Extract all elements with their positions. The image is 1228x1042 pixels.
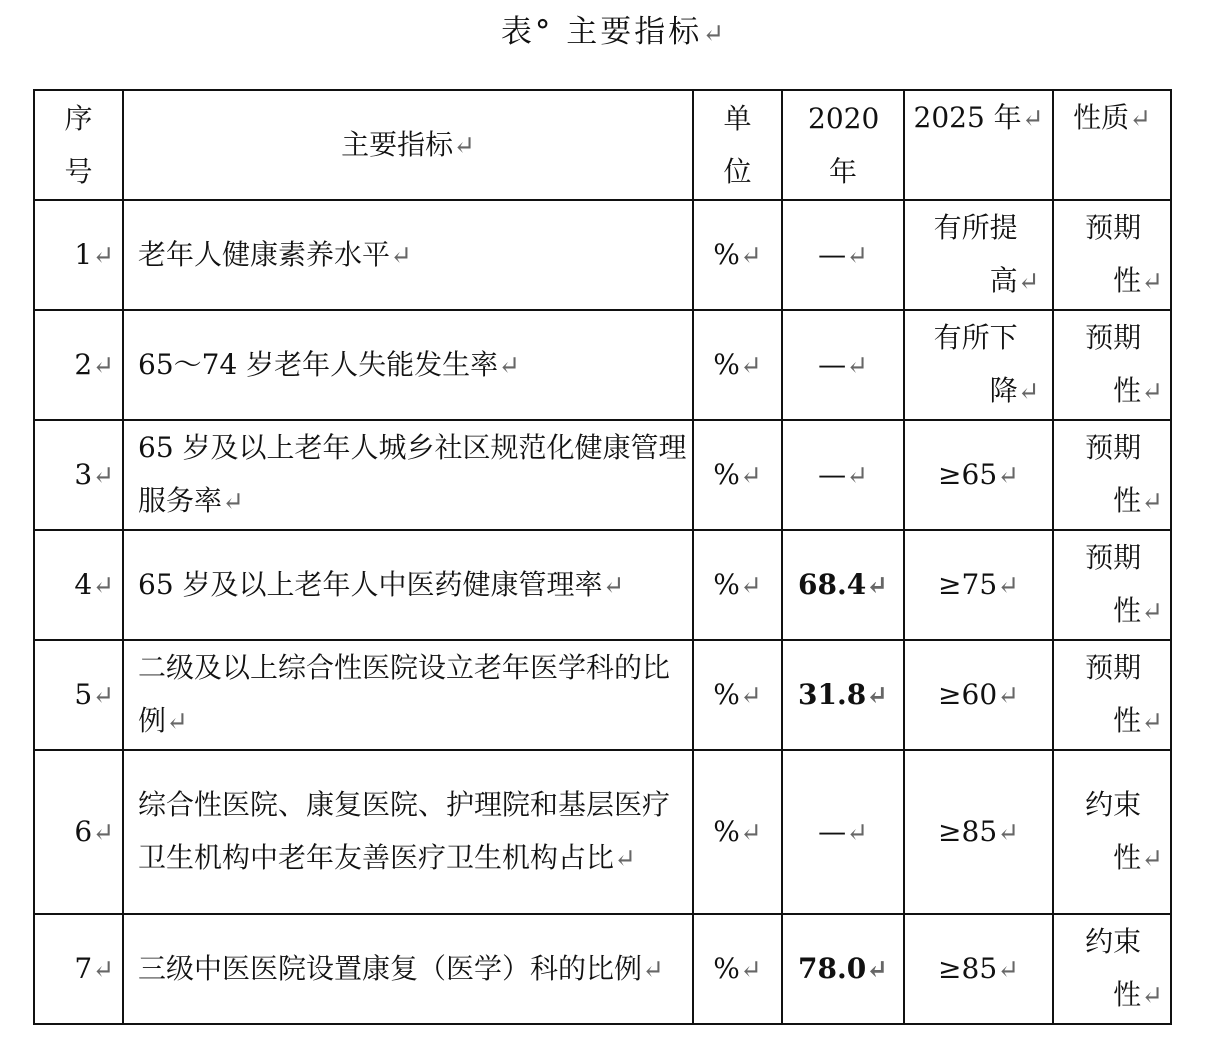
- row-2025: ≥85↵: [904, 750, 1053, 914]
- row-indicator: 65～74 岁老年人失能发生率↵: [123, 310, 693, 420]
- row-2025: 有所下降↵: [904, 310, 1053, 420]
- row-2025: ≥60↵: [904, 640, 1053, 750]
- header-2025: 2025 年↵: [904, 90, 1053, 200]
- row-nature: 预期性↵: [1053, 310, 1171, 420]
- row-unit: %↵: [693, 914, 782, 1024]
- row-indicator: 综合性医院、康复医院、护理院和基层医疗卫生机构中老年友善医疗卫生机构占比↵: [123, 750, 693, 914]
- row-2020: 78.0↵: [782, 914, 904, 1024]
- row-2020: 31.8↵: [782, 640, 904, 750]
- row-nature: 约束性↵: [1053, 914, 1171, 1024]
- table-header-row: [34, 90, 1171, 200]
- row-unit: %↵: [693, 640, 782, 750]
- return-mark-icon: ↵: [453, 130, 475, 161]
- row-nature: 预期性↵: [1053, 530, 1171, 640]
- row-nature: 约束性↵: [1053, 750, 1171, 914]
- row-nature: 预期性↵: [1053, 420, 1171, 530]
- header-seq: 序号: [34, 90, 123, 200]
- row-unit: %↵: [693, 310, 782, 420]
- return-mark-icon: ↵: [1021, 104, 1044, 134]
- row-2025: ≥65↵: [904, 420, 1053, 530]
- row-seq: 4↵: [34, 530, 123, 640]
- row-seq: 1↵: [34, 200, 123, 310]
- indicators-table: [33, 89, 1172, 1025]
- row-unit: %↵: [693, 750, 782, 914]
- row-2020: —↵: [782, 200, 904, 310]
- row-2025: ≥75↵: [904, 530, 1053, 640]
- table-row: [34, 200, 1171, 310]
- row-seq: 7↵: [34, 914, 123, 1024]
- table-row: [34, 420, 1171, 530]
- row-indicator: 二级及以上综合性医院设立老年医学科的比例↵: [123, 640, 693, 750]
- return-mark-icon: ↵: [1129, 104, 1151, 134]
- row-indicator: 老年人健康素养水平↵: [123, 200, 693, 310]
- return-mark-icon: ↵: [702, 19, 728, 49]
- header-indicator: 主要指标↵: [123, 90, 693, 200]
- row-unit: %↵: [693, 200, 782, 310]
- table-row: [34, 310, 1171, 420]
- table-row: [34, 750, 1171, 914]
- row-2020: —↵: [782, 420, 904, 530]
- row-unit: %↵: [693, 420, 782, 530]
- row-2020: 68.4↵: [782, 530, 904, 640]
- table-row: [34, 914, 1171, 1024]
- row-unit: %↵: [693, 530, 782, 640]
- row-indicator: 65 岁及以上老年人城乡社区规范化健康管理服务率↵: [123, 420, 693, 530]
- row-nature: 预期性↵: [1053, 200, 1171, 310]
- header-unit: 单位: [693, 90, 782, 200]
- row-2025: ≥85↵: [904, 914, 1053, 1024]
- row-seq: 6↵: [34, 750, 123, 914]
- row-seq: 5↵: [34, 640, 123, 750]
- row-indicator: 65 岁及以上老年人中医药健康管理率↵: [123, 530, 693, 640]
- row-indicator: 三级中医医院设置康复（医学）科的比例↵: [123, 914, 693, 1024]
- page-title: 表° 主要指标↵: [500, 14, 728, 50]
- table-row: [34, 640, 1171, 750]
- table-row: [34, 530, 1171, 640]
- row-nature: 预期性↵: [1053, 640, 1171, 750]
- header-nature: 性质↵: [1053, 90, 1171, 200]
- row-seq: 2↵: [34, 310, 123, 420]
- row-2020: —↵: [782, 310, 904, 420]
- row-2025: 有所提高↵: [904, 200, 1053, 310]
- row-seq: 3↵: [34, 420, 123, 530]
- header-2020: 2020年: [782, 90, 904, 200]
- row-2020: —↵: [782, 750, 904, 914]
